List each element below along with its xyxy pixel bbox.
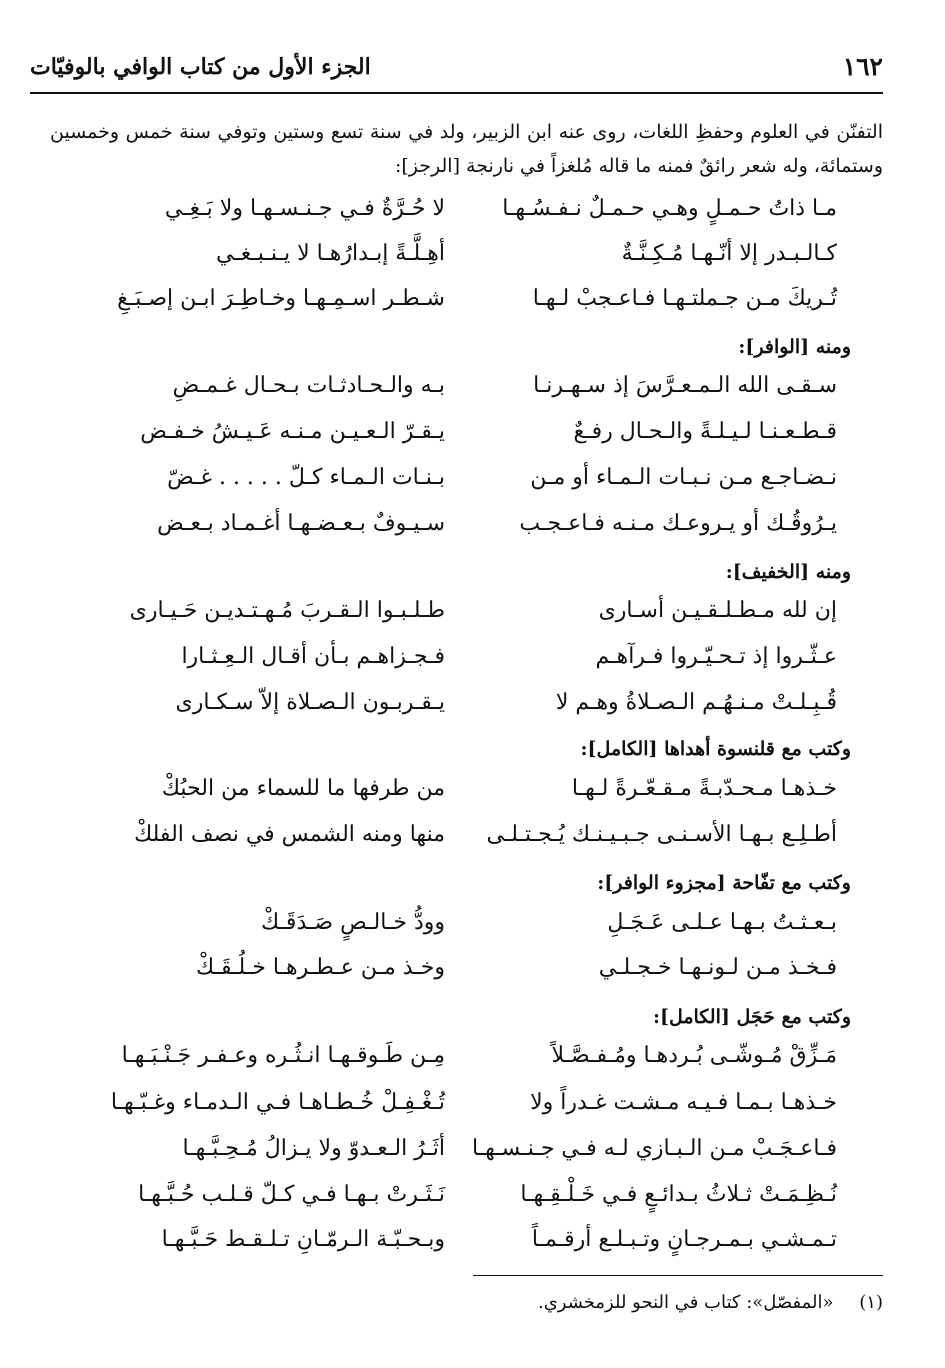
verse-right-hemistich: قـطـعـنـا لـيـلـةً والـحـال رفـعٌ xyxy=(573,419,837,444)
verse-left-hemistich: سـيـوفٌ بـعـضـهـا أغـمـاد بـعـض xyxy=(157,511,445,536)
footnote xyxy=(538,1292,883,1313)
verse-left-hemistich: لا حُـرَّةٌ فـي جـنـسـهـا ولا بَـغِـي xyxy=(164,196,445,221)
footnote-divider xyxy=(473,1275,883,1276)
footnote-marker: (١) xyxy=(859,1292,883,1313)
verse-left-hemistich: أثَـرُ الـعـدوّ ولا يـزالُ مُـحِـبَّـهـا xyxy=(182,1136,445,1161)
section-label: ومنه [الوافر]: xyxy=(738,336,851,358)
running-title: الجزء الأول من كتاب الوافي بالوفيّات xyxy=(30,54,371,80)
verse-right-hemistich: فـاعـجَـبْ مـن الـبـازي لـه فـي جـنـسـهـا xyxy=(471,1136,837,1161)
verse-left-hemistich: بـنـات الـمـاء كـلّ . . . . . غـضّ xyxy=(167,465,445,490)
verse-left-hemistich: فـجـزاهـم بـأن أقـال الـعِـثـارا xyxy=(181,644,445,669)
intro-paragraph: التفنّن في العلوم وحفظِ اللغات، روى عنه ابن الزبير، ولد في سنة تسع وستين وتوفي سنة خمس وخمسين وستمائة، وله شعر رائقٌ فمنه ما قاله مُلغزاً في نارنجة [الرجز]: xyxy=(50,121,883,177)
verse-right-hemistich: يـرُوقُـك أو يـروعـك مـنـه فـاعـجـب xyxy=(519,511,837,536)
verse-left-hemistich: وبـحـبّـة الـرمّـانِ تـلـقـط حَـبَّـهـا xyxy=(161,1227,445,1252)
section-label: وكتب مع حَجَل [الكامل]: xyxy=(652,1006,851,1028)
verse-right-hemistich: بـعـثـتُ بـهـا عـلـى عَـجَـلِ xyxy=(607,910,837,935)
section-label: ومنه [الخفيف]: xyxy=(725,561,851,583)
verse-right-hemistich: مـا ذاتُ حـمـلٍ وهـي حـمـلٌ نـفـسُـهـا xyxy=(502,196,837,221)
verse-right-hemistich: مَـزِّقْ مُـوشّـى بُـردهـا ومُـفـصَّـلاً xyxy=(551,1043,837,1068)
page-number: ١٦٢ xyxy=(842,52,883,81)
verse-left-hemistich: شـطـر اسـمِـهـا وخـاطِـرَ ابـن إصـبَـغِ xyxy=(117,286,445,311)
verse-right-hemistich: تـمـشـي بـمـرجـانٍ وتـبـلـع أرقـمـاً xyxy=(531,1227,837,1252)
verse-left-hemistich: أهِـلَّـةً إبـدارُهـا لا يـنـبـغـي xyxy=(215,241,445,266)
verse-right-hemistich: خـذهـا بـمـا فـيـه مـشـت غـدراً ولا xyxy=(530,1090,837,1115)
verse-right-hemistich: فـخـذ مـن لـونـهـا خـجـلـي xyxy=(598,955,837,980)
verse-left-hemistich: وخـذ مـن عـطـرهـا خـلُـقَـكْ xyxy=(195,955,445,980)
verse-left-hemistich: يـقـرّ الـعـيـن مـنـه عَـيـشُ خـفـض xyxy=(140,419,445,444)
verse-left-hemistich: تُـغْـفِـلْ خُـطـاهـا فـي الـدمـاء وغـبّـهـا xyxy=(110,1090,445,1115)
verse-left-hemistich: وودُّ خـالـصٍ صَـدَقَـكْ xyxy=(260,910,445,935)
verse-right-hemistich: كـالـبـدر إلا أنّـهـا مُـكِـنَّـةٌ xyxy=(621,241,837,266)
verse-right-hemistich: قُـبِـلـتْ مـنـهُـم الـصـلاةُ وهـم لا xyxy=(555,690,837,715)
verse-left-hemistich: بـه والـحـادثـات بـحـال غـمـضِ xyxy=(172,373,445,398)
verse-right-hemistich: خـذهـا مـحـدّبـةً مـقـعّـرةً لـهـا xyxy=(571,776,837,801)
verse-left-hemistich: منها ومنه الشمس في نصف الفلكْ xyxy=(134,822,445,847)
verse-left-hemistich: يـقـربـون الـصـلاة إلاّ سـكـارى xyxy=(175,690,445,715)
verse-right-hemistich: سـقـى الله الـمـعـرَّسَ إذ سـهـرنـا xyxy=(533,373,837,398)
verse-left-hemistich: نَـثَـرتْ بـهـا فـي كـلّ قـلـب حُـبَّـهـا xyxy=(138,1182,445,1207)
verse-left-hemistich: مِـن طَـوقـهـا انـثُـره وعـفـر جَـنْـبَـهـا xyxy=(121,1043,445,1068)
verse-right-hemistich: تُـريكَ مـن جـملتـهـا فـاعـجبْ لـهـا xyxy=(532,286,837,311)
verse-right-hemistich: إن لله مـطـلـقـيـن أسـارى xyxy=(598,598,837,623)
verse-right-hemistich: أطـلِـع بـهـا الأسـنـى جـبـيـنـك يُـجـتـلـى xyxy=(486,822,837,847)
verse-left-hemistich: طـلـبـوا الـقـربَ مُـهـتـديـن حَـيـارى xyxy=(129,598,445,623)
page-header xyxy=(30,50,883,94)
footnote-text: «المفصّل»: كتاب في النحو للزمخشري. xyxy=(538,1292,834,1313)
verse-right-hemistich: نُـظِـمَـتْ ثـلاثُ بـدائـعٍ فـي خَـلْـقِـهـا xyxy=(520,1182,837,1207)
section-label: وكتب مع تفّاحة [مجزوء الوافر]: xyxy=(597,872,851,894)
section-label: وكتب مع قلنسوة أهداها [الكامل]: xyxy=(580,738,851,760)
verse-right-hemistich: نـضـاجـع مـن نـبـات الـمـاء أو مـن xyxy=(530,465,837,490)
verse-left-hemistich: من طرفها ما للسماء من الحبُكْ xyxy=(161,776,445,801)
verse-right-hemistich: عـثّـروا إذ تـحـيّـروا فـرآهـم xyxy=(595,644,837,669)
